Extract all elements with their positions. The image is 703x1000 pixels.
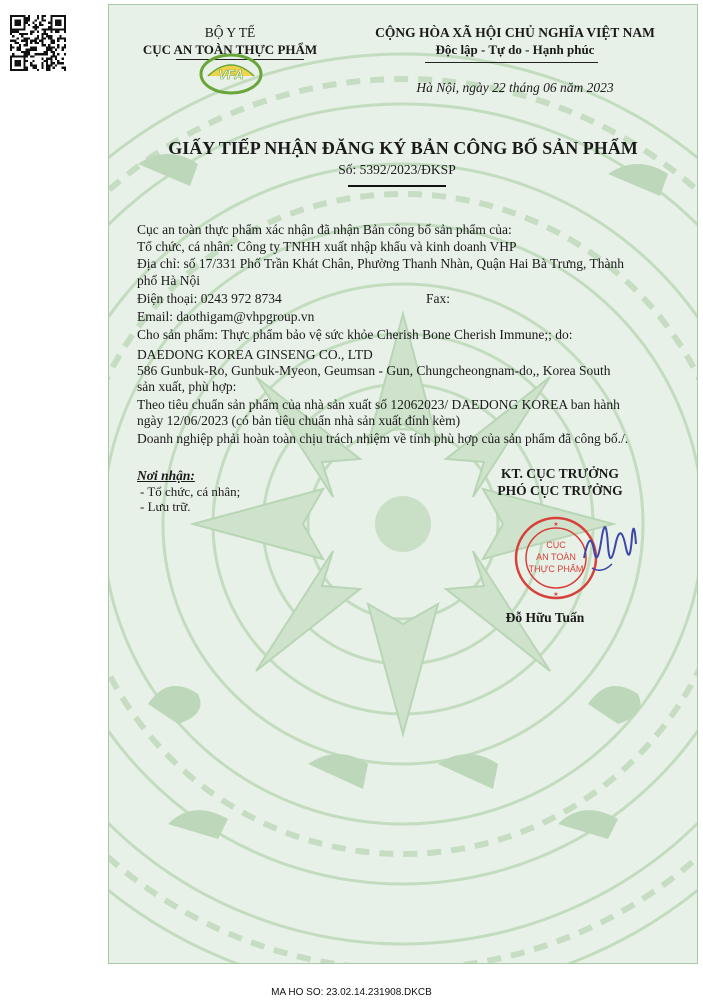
fax-label: Fax: — [426, 291, 451, 306]
body-line: Cho sản phẩm: Thực phẩm bảo vệ sức khỏe Cherish Bone Cherish Immune;; do: — [137, 327, 573, 342]
vfa-logo — [198, 52, 264, 96]
body-line: 586 Gunbuk-Ro, Gunbuk-Myeon, Geumsan - Gun, Chungcheongnam-do,, Korea South — [137, 363, 611, 378]
recipient-item: - Lưu trữ. — [140, 499, 191, 514]
body-line: Theo tiêu chuẩn sản phẩm của nhà sản xuất số 12062023/ DAEDONG KOREA ban hành — [137, 397, 620, 412]
document-number: Số: 5392/2023/ĐKSP — [338, 162, 456, 177]
title-separator — [348, 185, 446, 187]
place-date: Hà Nội, ngày 22 tháng 06 năm 2023 — [416, 80, 614, 95]
svg-text:★: ★ — [553, 522, 559, 528]
qr-code — [10, 15, 66, 71]
body-line: Cục an toàn thực phẩm xác nhận đã nhận Bản công bố sản phẩm của: — [137, 222, 512, 237]
svg-text:★: ★ — [553, 592, 559, 598]
ministry-name: BỘ Y TẾ — [204, 25, 256, 40]
body-line: Tổ chức, cá nhân: Công ty TNHH xuất nhập khẩu và kinh doanh VHP — [137, 239, 517, 254]
stamp-text-line: CỤC — [546, 540, 566, 550]
email-line: Email: daothigam@vhpgroup.vn — [137, 309, 315, 324]
document-title: GIẤY TIẾP NHẬN ĐĂNG KÝ BẢN CÔNG BỐ SẢN PHẨM — [168, 138, 638, 158]
agency-name: CỤC AN TOÀN THỰC PHẨM — [142, 42, 318, 57]
country-name: CỘNG HÒA XÃ HỘI CHỦ NGHĨA VIỆT NAM — [375, 25, 655, 40]
recipients-heading: Nơi nhận: — [137, 468, 195, 483]
body-line: phố Hà Nội — [137, 273, 200, 288]
national-motto: Độc lập - Tự do - Hạnh phúc — [435, 42, 595, 57]
recipient-item: - Tổ chức, cá nhân; — [140, 484, 241, 499]
motto-underline — [425, 62, 598, 63]
stamp-text-line: AN TOÀN — [536, 552, 576, 562]
signature-title-1: KT. CỤC TRƯỞNG — [501, 466, 619, 481]
body-line: ngày 12/06/2023 (có bản tiêu chuẩn nhà sản xuất đính kèm) — [137, 413, 461, 428]
signer-name: Đỗ Hữu Tuấn — [505, 610, 585, 625]
phone-line: Điện thoại: 0243 972 8734 — [137, 291, 282, 306]
signature-title-2: PHÓ CỤC TRƯỞNG — [497, 483, 623, 498]
body-line: DAEDONG KOREA GINSENG CO., LTD — [137, 347, 373, 362]
handwritten-signature — [578, 518, 638, 584]
vfa-logo-text: VFA — [218, 67, 244, 82]
body-line: Địa chỉ: số 17/331 Phố Trần Khát Chân, Phường Thanh Nhàn, Quận Hai Bà Trưng, Thành — [137, 256, 625, 271]
stamp-text-line: THỰC PHẨM — [528, 564, 584, 574]
body-line: Doanh nghiệp phải hoàn toàn chịu trách nhiệm về tính phù hợp của sản phẩm đã công bố./. — [137, 431, 629, 446]
dossier-code: MA HO SO: 23.02.14.231908.DKCB — [271, 987, 432, 998]
body-line: sản xuất, phù hợp: — [137, 379, 237, 394]
